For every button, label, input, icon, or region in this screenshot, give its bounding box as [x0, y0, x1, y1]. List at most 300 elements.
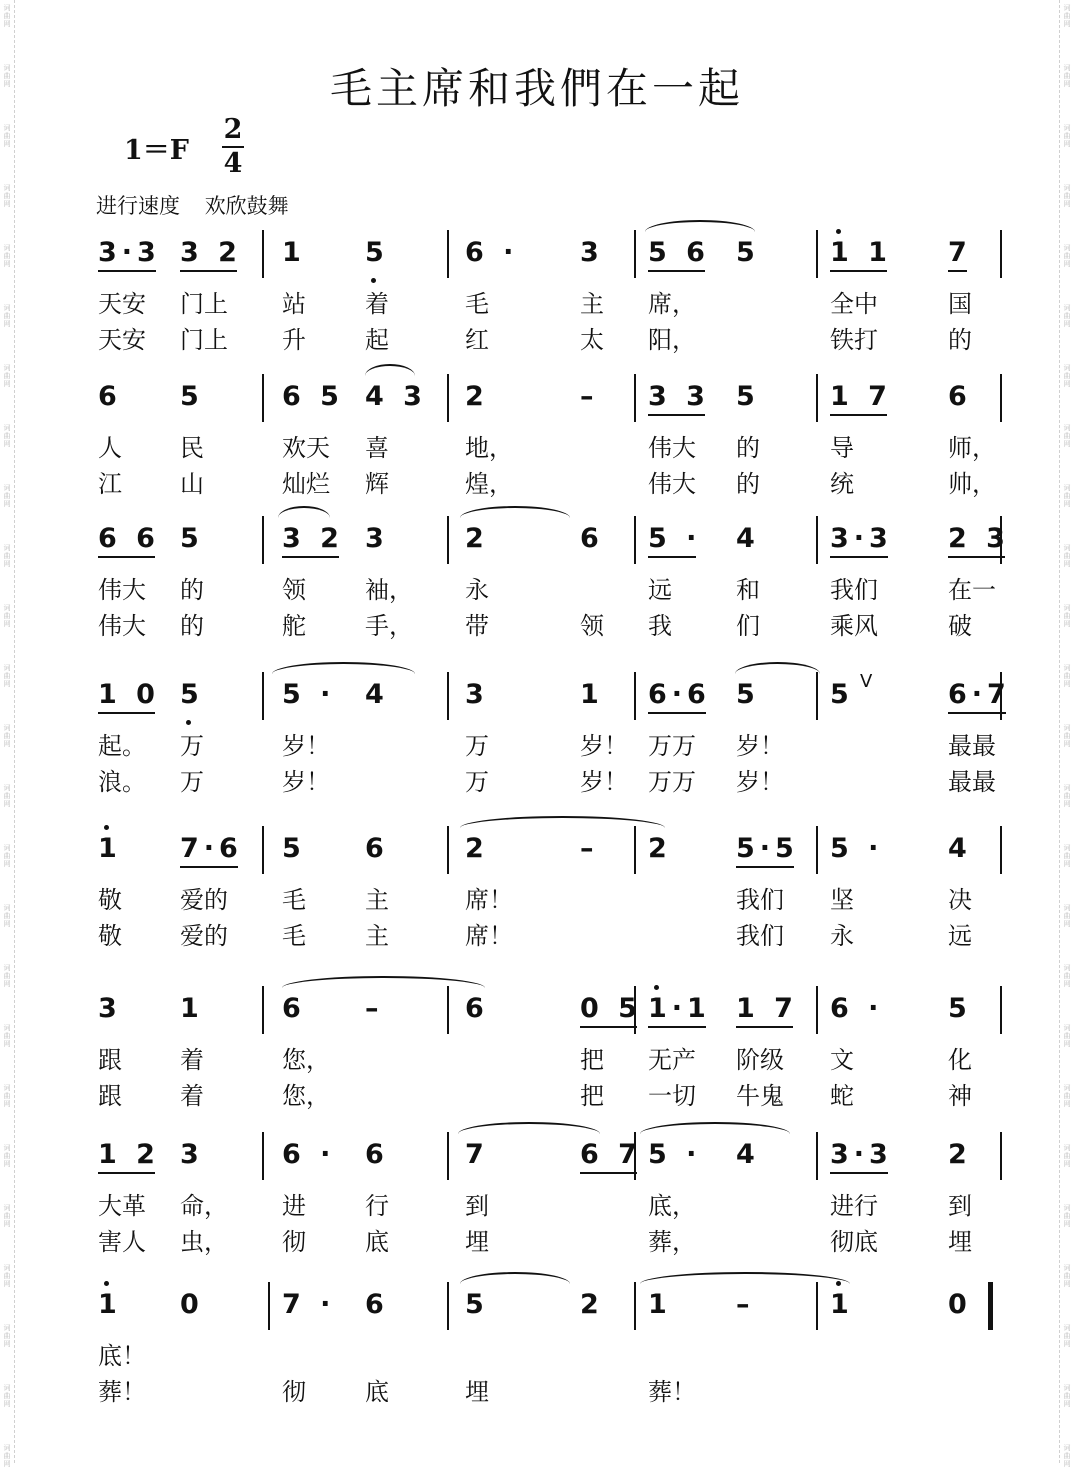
lyric-verse-1: 永: [465, 576, 489, 604]
note: 6: [365, 833, 389, 864]
watermark-text: 词 曲 网: [3, 244, 11, 268]
watermark-text: 词 曲 网: [3, 184, 11, 208]
lyric-verse-2: 灿烂: [282, 470, 330, 498]
lyric-verse-1: 导: [830, 434, 854, 462]
note: 0: [948, 1289, 972, 1320]
slur-tie: [640, 1272, 850, 1284]
watermark-text: 词 曲 网: [3, 364, 11, 388]
note: 2: [465, 381, 489, 412]
note: 6: [98, 381, 122, 412]
watermark-text: 词 曲 网: [1063, 364, 1071, 388]
lyric-verse-2: 煌，: [465, 470, 513, 498]
lyric-verse-2: 万: [465, 768, 489, 796]
note: 3: [465, 679, 489, 710]
watermark-text: 词 曲 网: [1063, 604, 1071, 628]
lyric-verse-2: 岁！: [282, 768, 330, 796]
note: 1: [98, 1290, 122, 1320]
note: 6: [282, 993, 306, 1024]
note: 3 2: [282, 524, 344, 554]
watermark-text: 词 曲 网: [1063, 724, 1071, 748]
bar-line: [1000, 230, 1002, 278]
watermark-text: 词 曲 网: [1063, 904, 1071, 928]
slur-tie: [460, 1272, 570, 1284]
lyric-verse-1: 最最: [948, 732, 996, 760]
note: 6 ·: [465, 237, 519, 268]
lyric-verse-1: 岁！: [282, 732, 330, 760]
note: –: [580, 833, 599, 864]
song-title: 毛主席和我們在一起: [329, 64, 744, 113]
note: 5 ·: [830, 833, 884, 864]
lyric-verse-1: 全中: [830, 290, 878, 318]
note: 7·6: [180, 834, 243, 864]
note: 5: [282, 833, 306, 864]
note: 6: [948, 381, 972, 412]
lyric-verse-2: 江: [98, 470, 122, 498]
note: 1: [98, 834, 122, 864]
lyric-verse-2: 神: [948, 1082, 972, 1110]
lyric-verse-1: 大革: [98, 1192, 146, 1220]
lyric-verse-1: 民: [180, 434, 204, 462]
music-system: [0, 380, 1074, 510]
lyric-verse-1: 席！: [465, 886, 513, 914]
note: 4: [365, 679, 389, 710]
bar-line: [1000, 826, 1002, 874]
bar-line: [262, 230, 264, 278]
octave-dot-high: [104, 1281, 109, 1286]
music-system: [0, 522, 1074, 652]
note: 1: [830, 1290, 854, 1320]
lyric-verse-2: 席！: [465, 922, 513, 950]
watermark-text: 词 曲 网: [1063, 544, 1071, 568]
lyric-verse-1: 主: [580, 290, 604, 318]
lyric-verse-1: 无产: [648, 1046, 696, 1074]
bar-line: [1000, 1132, 1002, 1180]
lyric-verse-2: 害人: [98, 1228, 146, 1256]
bar-line: [816, 516, 818, 564]
note: 7: [948, 238, 972, 268]
watermark-text: 词 曲 网: [3, 844, 11, 868]
lyric-verse-2: 最最: [948, 768, 996, 796]
watermark-text: 词 曲 网: [3, 604, 11, 628]
lyric-verse-2: 手，: [365, 612, 413, 640]
lyric-verse-1: 主: [365, 886, 389, 914]
lyric-verse-2: 浪。: [98, 768, 146, 796]
lyric-verse-1: 喜: [365, 434, 389, 462]
lyric-verse-1: 万万: [648, 732, 696, 760]
bar-line: [447, 516, 449, 564]
lyric-verse-2: 的: [180, 612, 204, 640]
note: 3 2: [180, 238, 242, 268]
note: 5: [736, 237, 760, 268]
watermark-text: 词 曲 网: [3, 424, 11, 448]
beam-underline: [948, 556, 1005, 558]
lyric-verse-1: 席，: [648, 290, 696, 318]
watermark-text: 词 曲 网: [1063, 124, 1071, 148]
lyric-verse-1: 底，: [648, 1192, 696, 1220]
lyric-verse-2: 毛: [282, 922, 306, 950]
note: 3·3: [830, 524, 893, 554]
watermark-text: 词 曲 网: [1063, 1264, 1071, 1288]
lyric-verse-1: 国: [948, 290, 972, 318]
note: 6: [365, 1289, 389, 1320]
lyric-verse-1: 的: [180, 576, 204, 604]
watermark-text: 词 曲 网: [1063, 964, 1071, 988]
note: 5 6: [648, 238, 710, 268]
note: 1: [648, 1289, 672, 1320]
watermark-text: 词 曲 网: [1063, 1324, 1071, 1348]
watermark-text: 词 曲 网: [3, 1444, 11, 1468]
music-system: [0, 1288, 1074, 1418]
octave-dot-high: [836, 229, 841, 234]
lyric-verse-2: 帅，: [948, 470, 996, 498]
lyric-verse-1: 伟大: [648, 434, 696, 462]
music-system: [0, 1138, 1074, 1268]
lyric-verse-1: 地，: [465, 434, 513, 462]
lyric-verse-1: 毛: [282, 886, 306, 914]
note: 5: [736, 679, 760, 710]
note: 5: [736, 381, 760, 412]
lyric-verse-1: 岁！: [580, 732, 628, 760]
beam-underline: [98, 556, 155, 558]
time-signature-bottom: 4: [223, 148, 243, 179]
bar-line: [262, 826, 264, 874]
bar-line: [447, 1132, 449, 1180]
watermark-text: 词 曲 网: [3, 784, 11, 808]
note: 6: [580, 523, 604, 554]
music-system: [0, 992, 1074, 1122]
lyric-verse-2: 万: [180, 768, 204, 796]
note: 6: [465, 993, 489, 1024]
lyric-verse-1: 到: [465, 1192, 489, 1220]
lyric-verse-1: 远: [648, 576, 672, 604]
note: 1: [282, 237, 306, 268]
watermark-text: 词 曲 网: [1063, 184, 1071, 208]
beam-underline: [580, 1026, 637, 1028]
note: 5·5: [736, 834, 799, 864]
note: 5 ·: [648, 524, 701, 554]
bar-line: [816, 1132, 818, 1180]
beam-underline: [180, 866, 238, 868]
note: 2: [465, 523, 489, 554]
lyric-verse-2: 葬！: [648, 1378, 696, 1406]
lyric-verse-1: 领: [282, 576, 306, 604]
watermark-text: 词 曲 网: [3, 964, 11, 988]
watermark-text: 词 曲 网: [1063, 1384, 1071, 1408]
note: 3: [580, 237, 604, 268]
breath-mark: V: [860, 671, 873, 692]
note: 1: [180, 993, 204, 1024]
watermark-text: 词 曲 网: [3, 304, 11, 328]
lyric-verse-2: 把: [580, 1082, 604, 1110]
bar-line: [447, 1282, 449, 1330]
lyric-verse-2: 敬: [98, 922, 122, 950]
note: 1·1: [648, 994, 711, 1024]
beam-underline: [830, 270, 887, 272]
final-bar-line: [988, 1282, 993, 1330]
lyric-verse-1: 底！: [98, 1342, 146, 1370]
note: 7: [465, 1139, 489, 1170]
note: 6 ·: [830, 993, 884, 1024]
lyric-verse-2: 红: [465, 326, 489, 354]
lyric-verse-2: 埋: [465, 1378, 489, 1406]
lyric-verse-1: 坚: [830, 886, 854, 914]
lyric-verse-2: 彻: [282, 1228, 306, 1256]
watermark-text: 词 曲 网: [3, 4, 11, 28]
beam-underline: [648, 556, 696, 558]
lyric-verse-2: 远: [948, 922, 972, 950]
lyric-verse-2: 阳，: [648, 326, 696, 354]
note: 4: [736, 1139, 760, 1170]
time-signature-top: 2: [223, 114, 243, 145]
lyric-verse-1: 阶级: [736, 1046, 784, 1074]
note: 2 3: [948, 524, 1010, 554]
lyric-verse-2: 破: [948, 612, 972, 640]
lyric-verse-2: 彻: [282, 1378, 306, 1406]
lyric-verse-2: 一切: [648, 1082, 696, 1110]
lyric-verse-2: 我: [648, 612, 672, 640]
bar-line: [634, 230, 636, 278]
slur-tie: [735, 662, 820, 674]
lyric-verse-2: 太: [580, 326, 604, 354]
lyric-verse-2: 山: [180, 470, 204, 498]
note: 0 5: [580, 994, 642, 1024]
beam-underline: [98, 270, 156, 272]
lyric-verse-1: 万: [465, 732, 489, 760]
beam-underline: [830, 556, 888, 558]
lyric-verse-2: 主: [365, 922, 389, 950]
lyric-verse-2: 蛇: [830, 1082, 854, 1110]
bar-line: [816, 374, 818, 422]
bar-line: [634, 374, 636, 422]
note: 3: [365, 523, 389, 554]
music-system: [0, 832, 1074, 962]
bar-line: [634, 826, 636, 874]
lyric-verse-2: 伟大: [648, 470, 696, 498]
note: 6: [365, 1139, 389, 1170]
bar-line: [262, 672, 264, 720]
lyric-verse-2: 铁打: [830, 326, 878, 354]
lyric-verse-1: 行: [365, 1192, 389, 1220]
lyric-verse-1: 进行: [830, 1192, 878, 1220]
lyric-verse-2: 门上: [180, 326, 228, 354]
lyric-verse-1: 门上: [180, 290, 228, 318]
bar-line: [816, 230, 818, 278]
note: 1 7: [830, 382, 892, 412]
lyric-verse-2: 起: [365, 326, 389, 354]
lyric-verse-1: 毛: [465, 290, 489, 318]
bar-line: [447, 230, 449, 278]
watermark-text: 词 曲 网: [1063, 1144, 1071, 1168]
bar-line: [447, 826, 449, 874]
note: 5: [365, 238, 389, 268]
bar-line: [268, 1282, 270, 1330]
lyric-verse-1: 着: [365, 290, 389, 318]
lyric-verse-2: 乘风: [830, 612, 878, 640]
lyric-verse-2: 埋: [948, 1228, 972, 1256]
beam-underline: [736, 1026, 793, 1028]
lyric-verse-1: 您，: [282, 1046, 330, 1074]
note: 2: [648, 833, 672, 864]
lyric-verse-1: 进: [282, 1192, 306, 1220]
watermark-text: 词 曲 网: [1063, 304, 1071, 328]
lyric-verse-2: 辉: [365, 470, 389, 498]
bar-line: [816, 986, 818, 1034]
lyric-verse-2: 带: [465, 612, 489, 640]
beam-underline: [736, 866, 794, 868]
note: 3·3: [830, 1140, 893, 1170]
note: –: [736, 1289, 755, 1320]
note: 4 3: [365, 381, 427, 412]
note: 4: [948, 833, 972, 864]
note: 6 5: [282, 381, 344, 412]
lyric-verse-1: 的: [736, 434, 760, 462]
watermark-text: 词 曲 网: [3, 724, 11, 748]
lyric-verse-1: 人: [98, 434, 122, 462]
note: 2: [580, 1289, 604, 1320]
lyric-verse-1: 万: [180, 732, 204, 760]
note: –: [365, 993, 384, 1024]
beam-underline: [648, 270, 705, 272]
slur-tie: [272, 662, 415, 674]
bar-line: [634, 672, 636, 720]
lyric-verse-2: 万万: [648, 768, 696, 796]
octave-dot-high: [104, 825, 109, 830]
note: 3: [180, 1139, 204, 1170]
lyric-verse-1: 起。: [98, 732, 146, 760]
note: 1 7: [736, 994, 798, 1024]
bar-line: [816, 1282, 818, 1330]
note: 5: [180, 381, 204, 412]
note: 1 0: [98, 680, 160, 710]
bar-line: [816, 672, 818, 720]
lyric-verse-2: 爱的: [180, 922, 228, 950]
beam-underline: [948, 270, 967, 272]
note: 5: [180, 523, 204, 554]
lyric-verse-2: 您，: [282, 1082, 330, 1110]
note: 6 6: [98, 524, 160, 554]
lyric-verse-1: 决: [948, 886, 972, 914]
bar-line: [634, 1282, 636, 1330]
lyric-verse-1: 我们: [736, 886, 784, 914]
beam-underline: [98, 712, 155, 714]
watermark-text: 词 曲 网: [1063, 1204, 1071, 1228]
lyric-verse-1: 欢天: [282, 434, 330, 462]
octave-dot-low: [186, 720, 191, 725]
slur-tie: [282, 976, 485, 988]
lyric-verse-2: 底: [365, 1228, 389, 1256]
beam-underline: [648, 414, 705, 416]
lyric-verse-2: 跟: [98, 1082, 122, 1110]
beam-underline: [830, 1172, 888, 1174]
slur-tie: [458, 1122, 600, 1134]
watermark-text: 词 曲 网: [3, 1264, 11, 1288]
beam-underline: [180, 270, 237, 272]
note: 3 3: [648, 382, 710, 412]
note: 4: [736, 523, 760, 554]
note: 1 2: [98, 1140, 160, 1170]
bar-line: [262, 1132, 264, 1180]
lyric-verse-1: 袖，: [365, 576, 413, 604]
note: 5: [830, 679, 854, 710]
note: 3·3: [98, 238, 161, 268]
note: 6·7: [948, 680, 1011, 710]
lyric-verse-2: 彻底: [830, 1228, 878, 1256]
watermark-text: 词 曲 网: [3, 1384, 11, 1408]
lyric-verse-1: 站: [282, 290, 306, 318]
octave-dot-low: [371, 278, 376, 283]
slur-tie: [640, 1122, 790, 1134]
lyric-verse-2: 们: [736, 612, 760, 640]
watermark-text: 词 曲 网: [3, 124, 11, 148]
lyric-verse-1: 爱的: [180, 886, 228, 914]
slur-tie: [645, 220, 755, 232]
watermark-text: 词 曲 网: [1063, 244, 1071, 268]
bar-line: [262, 374, 264, 422]
tempo-marking: [96, 190, 307, 220]
lyric-verse-1: 化: [948, 1046, 972, 1074]
lyric-verse-2: 统: [830, 470, 854, 498]
watermark-text: 词 曲 网: [3, 1144, 11, 1168]
watermark-text: 词 曲 网: [1063, 1024, 1071, 1048]
watermark-text: 词 曲 网: [3, 904, 11, 928]
lyric-verse-1: 着: [180, 1046, 204, 1074]
lyric-verse-2: 牛鬼: [736, 1082, 784, 1110]
beam-underline: [948, 712, 1006, 714]
watermark-text: 词 曲 网: [3, 664, 11, 688]
lyric-verse-2: 舵: [282, 612, 306, 640]
bar-line: [634, 516, 636, 564]
watermark-text: 词 曲 网: [1063, 64, 1071, 88]
tempo-speed: 进行速度: [96, 194, 180, 218]
lyric-verse-2: 永: [830, 922, 854, 950]
note: 5: [180, 680, 204, 710]
note: 2: [465, 833, 489, 864]
lyric-verse-1: 和: [736, 576, 760, 604]
watermark-text: 词 曲 网: [3, 1084, 11, 1108]
note: 7 ·: [282, 1289, 336, 1320]
lyric-verse-2: 葬，: [648, 1228, 696, 1256]
time-signature: [220, 115, 246, 179]
watermark-text: 词 曲 网: [3, 1204, 11, 1228]
note: 6 ·: [282, 1139, 336, 1170]
lyric-verse-2: 升: [282, 326, 306, 354]
note: 2: [948, 1139, 972, 1170]
watermark-text: 词 曲 网: [1063, 784, 1071, 808]
bar-line: [447, 374, 449, 422]
slur-tie: [460, 816, 665, 828]
lyric-verse-2: 的: [948, 326, 972, 354]
note: 0: [180, 1289, 204, 1320]
bar-line: [1000, 986, 1002, 1034]
watermark-text: 词 曲 网: [3, 544, 11, 568]
beam-underline: [830, 414, 887, 416]
watermark-text: 词 曲 网: [3, 64, 11, 88]
lyric-verse-1: 伟大: [98, 576, 146, 604]
beam-underline: [648, 712, 706, 714]
tempo-mood: 欢欣鼓舞: [204, 194, 289, 218]
lyric-verse-2: 着: [180, 1082, 204, 1110]
note: 5: [465, 1289, 489, 1320]
lyric-verse-1: 我们: [830, 576, 878, 604]
beam-underline: [648, 1026, 706, 1028]
bar-line: [816, 826, 818, 874]
beam-underline: [282, 556, 339, 558]
music-system: [0, 236, 1074, 366]
watermark-text: 词 曲 网: [1063, 1084, 1071, 1108]
octave-dot-high: [654, 985, 659, 990]
lyric-verse-1: 师，: [948, 434, 996, 462]
bar-line: [1000, 374, 1002, 422]
